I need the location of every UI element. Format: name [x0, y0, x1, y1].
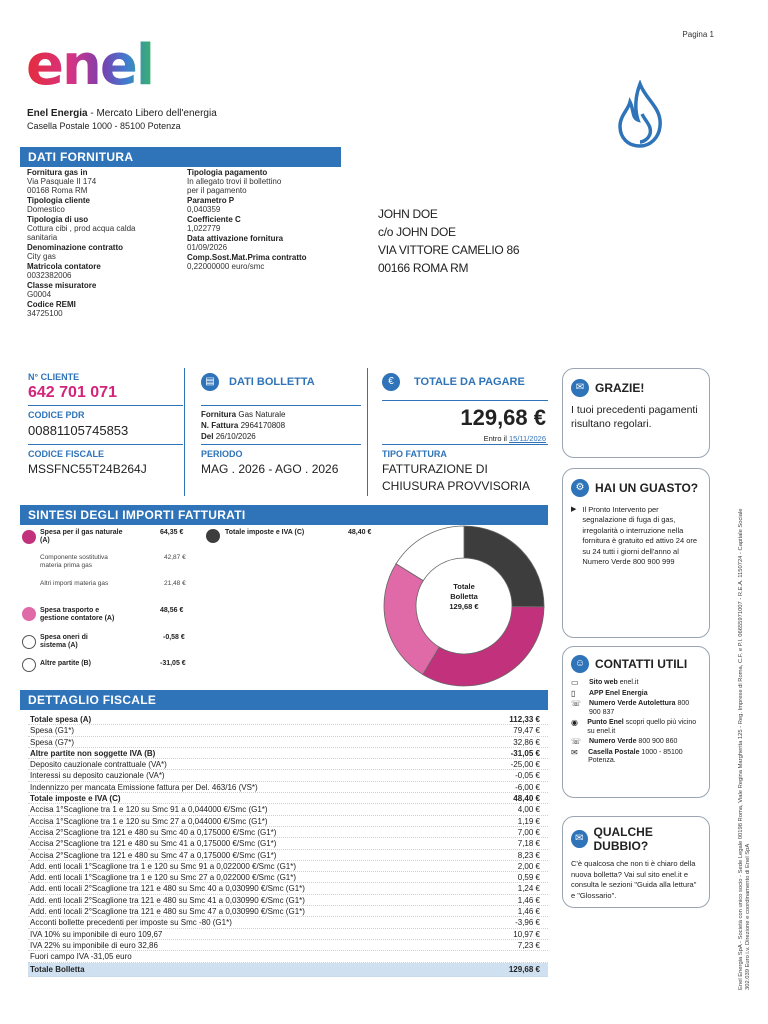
contatto-icon: ▭: [571, 678, 579, 687]
pdr-value: 00881105745853: [28, 423, 129, 438]
fornitura-field: Data attivazione fornitura 01/09/2026: [187, 234, 284, 252]
fiscale-row: Add. enti locali 2°Scaglione tra 121 e 480 su Smc 47 a 0,030990 €/Smc (G1*) 1,46 €: [28, 906, 548, 917]
fiscale-row: Fuori campo IVA -31,05 euro: [28, 951, 548, 962]
fiscale-table: [28, 714, 548, 977]
fiscale-row: Acconti bollette precedenti per imposte su Smc -80 (G1*) -3,96 €: [28, 917, 548, 928]
pdr-label: CODICE PDR: [28, 410, 85, 420]
fornitura-field: Codice REMI 34725100: [27, 300, 76, 318]
fornitura-field: Tipologia pagamento In allegato trovi il bollettino per il pagamento: [187, 168, 282, 195]
dubbio-box: ✉ QUALCHE DUBBIO? C'è qualcosa che non ti è chiaro della nuova bolletta? Vai sul sito enel.it e consulta le sezioni "Guida alla lettura" e "Glossario".: [562, 816, 710, 908]
due-date: 15/11/2026: [509, 434, 546, 443]
fiscale-row: Accisa 1°Scaglione tra 1 e 120 su Smc 91 a 0,044000 €/Smc (G1*) 4,00 €: [28, 804, 548, 815]
fiscale-row: Totale Bolletta 129,68 €: [28, 963, 548, 977]
contatto-item: ✉ Casella Postale 1000 - 85100 Potenza.: [571, 747, 683, 764]
fornitura-field: Classe misuratore G0004: [27, 281, 97, 299]
fiscale-row: IVA 10% su imponibile di euro 109,67 10,97 €: [28, 929, 548, 940]
contatto-icon: ☏: [571, 737, 582, 746]
page-number: Pagina 1: [682, 30, 714, 39]
totale-amount: 129,68 €: [460, 405, 546, 430]
bill-icon: ▤: [201, 373, 219, 391]
fiscale-row: Totale spesa (A) 112,33 €: [28, 714, 548, 725]
mail-icon: ✉: [571, 379, 589, 397]
fiscale-row: Indennizzo per mancata Emissione fattura per Del. 463/16 (VS*) -6,00 €: [28, 782, 548, 793]
periodo-label: PERIODO: [201, 449, 243, 459]
cf-value: MSSFNC55T24B264J: [28, 462, 147, 476]
fornitura-field: Matricola contatore 0032382006: [27, 262, 101, 280]
fiscale-row: Accisa 1°Scaglione tra 1 e 120 su Smc 27 a 0,044000 €/Smc (G1*) 1,19 €: [28, 816, 548, 827]
partite-legend-dot: [22, 658, 36, 672]
fornitura-field: Parametro P 0,040359: [187, 196, 235, 214]
fiscale-row: Deposito cauzionale contrattuale (VA*) -25,00 €: [28, 759, 548, 770]
fornitura-field: Fornitura gas in Via Pasquale II 174 00168 Roma RM: [27, 168, 97, 195]
question-mail-icon: ✉: [571, 830, 588, 848]
bolletta-title: DATI BOLLETTA: [229, 376, 315, 388]
legal-text: Enel Energia SpA - Società con unico socio - Sede Legale 00198 Roma, Viale Regina Margherita 125 - Reg. Imprese di Roma, C.F. e P.I. 06655971007 - R.E.A. 1150724 - Capitale Sociale 302.039 Euro i.v. Direzione e coordinamento di Enel SpA: [738, 508, 751, 990]
fiscale-row: Add. enti locali 2°Scaglione tra 121 e 480 su Smc 40 a 0,030990 €/Smc (G1*) 1,24 €: [28, 883, 548, 894]
gas-flame-icon: [612, 80, 668, 150]
section-sintesi: SINTESI DEGLI IMPORTI FATTURATI: [20, 505, 548, 525]
guasto-box: ⚙ HAI UN GUASTO? ▶ Il Pronto Intervento per segnalazione di fuga di gas, irregolarità o interruzione nella fornitura è gratuito ed attivo 24 ore su 24 tutti i giorni dell'anno al Numero Verde 800 900 999: [562, 468, 710, 638]
trasporto-legend-dot: [22, 607, 36, 621]
company-name: Enel Energia: [27, 108, 88, 119]
fiscale-row: Add. enti locali 2°Scaglione tra 121 e 480 su Smc 41 a 0,030990 €/Smc (G1*) 1,46 €: [28, 895, 548, 906]
fornitura-field: Coefficiente C 1,022779: [187, 215, 241, 233]
fiscale-row: Altre partite non soggette IVA (B) -31,05 €: [28, 748, 548, 759]
tipo-fattura-label: TIPO FATTURA: [382, 449, 447, 459]
section-dettaglio-fiscale: DETTAGLIO FISCALE: [20, 690, 548, 710]
fiscale-row: Accisa 2°Scaglione tra 121 e 480 su Smc 41 a 0,175000 €/Smc (G1*) 7,18 €: [28, 838, 548, 849]
contatto-icon: ☏: [571, 699, 582, 708]
contatto-item: ▭ Sito web enel.it: [571, 678, 639, 687]
grazie-box: ✉ GRAZIE! I tuoi precedenti pagamenti risultano regolari.: [562, 368, 710, 458]
contatto-item: ◉ Punto Enel scopri quello più vicino su enel.it: [571, 718, 697, 735]
company-market: - Mercato Libero dell'energia: [87, 108, 217, 119]
fiscale-row: IVA 22% su imponibile di euro 32,86 7,23 €: [28, 940, 548, 951]
cf-label: CODICE FISCALE: [28, 449, 105, 459]
donut-slice: [423, 606, 544, 686]
fornitura-right: [187, 168, 347, 272]
contatto-icon: ▯: [571, 688, 576, 698]
contatto-item: ☏ Numero Verde Autolettura 800 900 837: [571, 699, 690, 716]
contatto-icon: ◉: [571, 718, 578, 727]
contatto-item: ☏ Numero Verde 800 900 860: [571, 737, 678, 746]
fornitura-left: [27, 168, 187, 319]
people-icon: ☺: [571, 655, 589, 673]
contatto-item: ▯ APP Enel Energia: [571, 688, 648, 698]
recipient-address: JOHN DOE c/o JOHN DOE VIA VITTORE CAMELIO 86 00166 ROMA RM: [378, 207, 520, 275]
company-address: Casella Postale 1000 - 85100 Potenza: [27, 121, 181, 131]
fiscale-row: Add. enti locali 1°Scaglione tra 1 e 120 su Smc 27 a 0,022000 €/Smc (G1*) 0,59 €: [28, 872, 548, 883]
euro-icon: €: [382, 373, 400, 391]
donut-slice: [384, 564, 439, 675]
totale-title: TOTALE DA PAGARE: [414, 376, 525, 388]
fiscale-row: Interessi su deposito cauzionale (VA*) -0,05 €: [28, 770, 548, 781]
fornitura-field: Comp.Sost.Mat.Prima contratto 0,22000000 euro/smc: [187, 253, 307, 271]
fiscale-row: Accisa 2°Scaglione tra 121 e 480 su Smc 47 a 0,175000 €/Smc (G1*) 8,23 €: [28, 850, 548, 861]
enel-logo: [26, 38, 176, 96]
fiscale-row: Spesa (G7*) 32,86 €: [28, 737, 548, 748]
fornitura-field: Tipologia di uso Cottura cibi , prod acqua calda sanitaria: [27, 215, 136, 242]
periodo-value: MAG . 2026 - AGO . 2026: [201, 462, 339, 476]
fornitura-field: Denominazione contratto City gas: [27, 243, 124, 261]
arrow-icon: ▶: [571, 506, 577, 513]
contatto-icon: ✉: [571, 747, 578, 757]
gas-legend-dot: [22, 530, 36, 544]
fiscale-row: Spesa (G1*) 79,47 €: [28, 725, 548, 736]
fornitura-field: Tipologia cliente Domestico: [27, 196, 90, 214]
fiscale-row: Add. enti locali 1°Scaglione tra 1 e 120 su Smc 91 a 0,022000 €/Smc (G1*) 2,00 €: [28, 861, 548, 872]
cliente-num: 642 701 071: [28, 384, 117, 401]
wrench-icon: ⚙: [571, 479, 589, 497]
cliente-num-label: N° CLIENTE: [28, 372, 80, 382]
oneri-legend-dot: [22, 635, 36, 649]
fiscale-row: Totale imposte e IVA (C) 48,40 €: [28, 793, 548, 804]
fiscale-row: Accisa 2°Scaglione tra 121 e 480 su Smc 40 a 0,175000 €/Smc (G1*) 7,00 €: [28, 827, 548, 838]
imposte-legend-dot: [206, 529, 220, 543]
tipo-fattura: FATTURAZIONE DI CHIUSURA PROVVISORIA: [382, 462, 531, 493]
section-dati-fornitura: DATI FORNITURA: [20, 147, 341, 167]
contatti-box: ☺ CONTATTI UTILI ▭ Sito web enel.it ▯ APP Enel Energia ☏ Numero Verde Autolettura 800 900 837 ◉ Punto Enel scopri quello più vicino su enel.it ☏ Numero Verde 800 900 860 ✉ Casella Postale 1000 - 85100 Potenza.: [562, 646, 710, 798]
svg-text:enel: enel: [26, 38, 154, 96]
